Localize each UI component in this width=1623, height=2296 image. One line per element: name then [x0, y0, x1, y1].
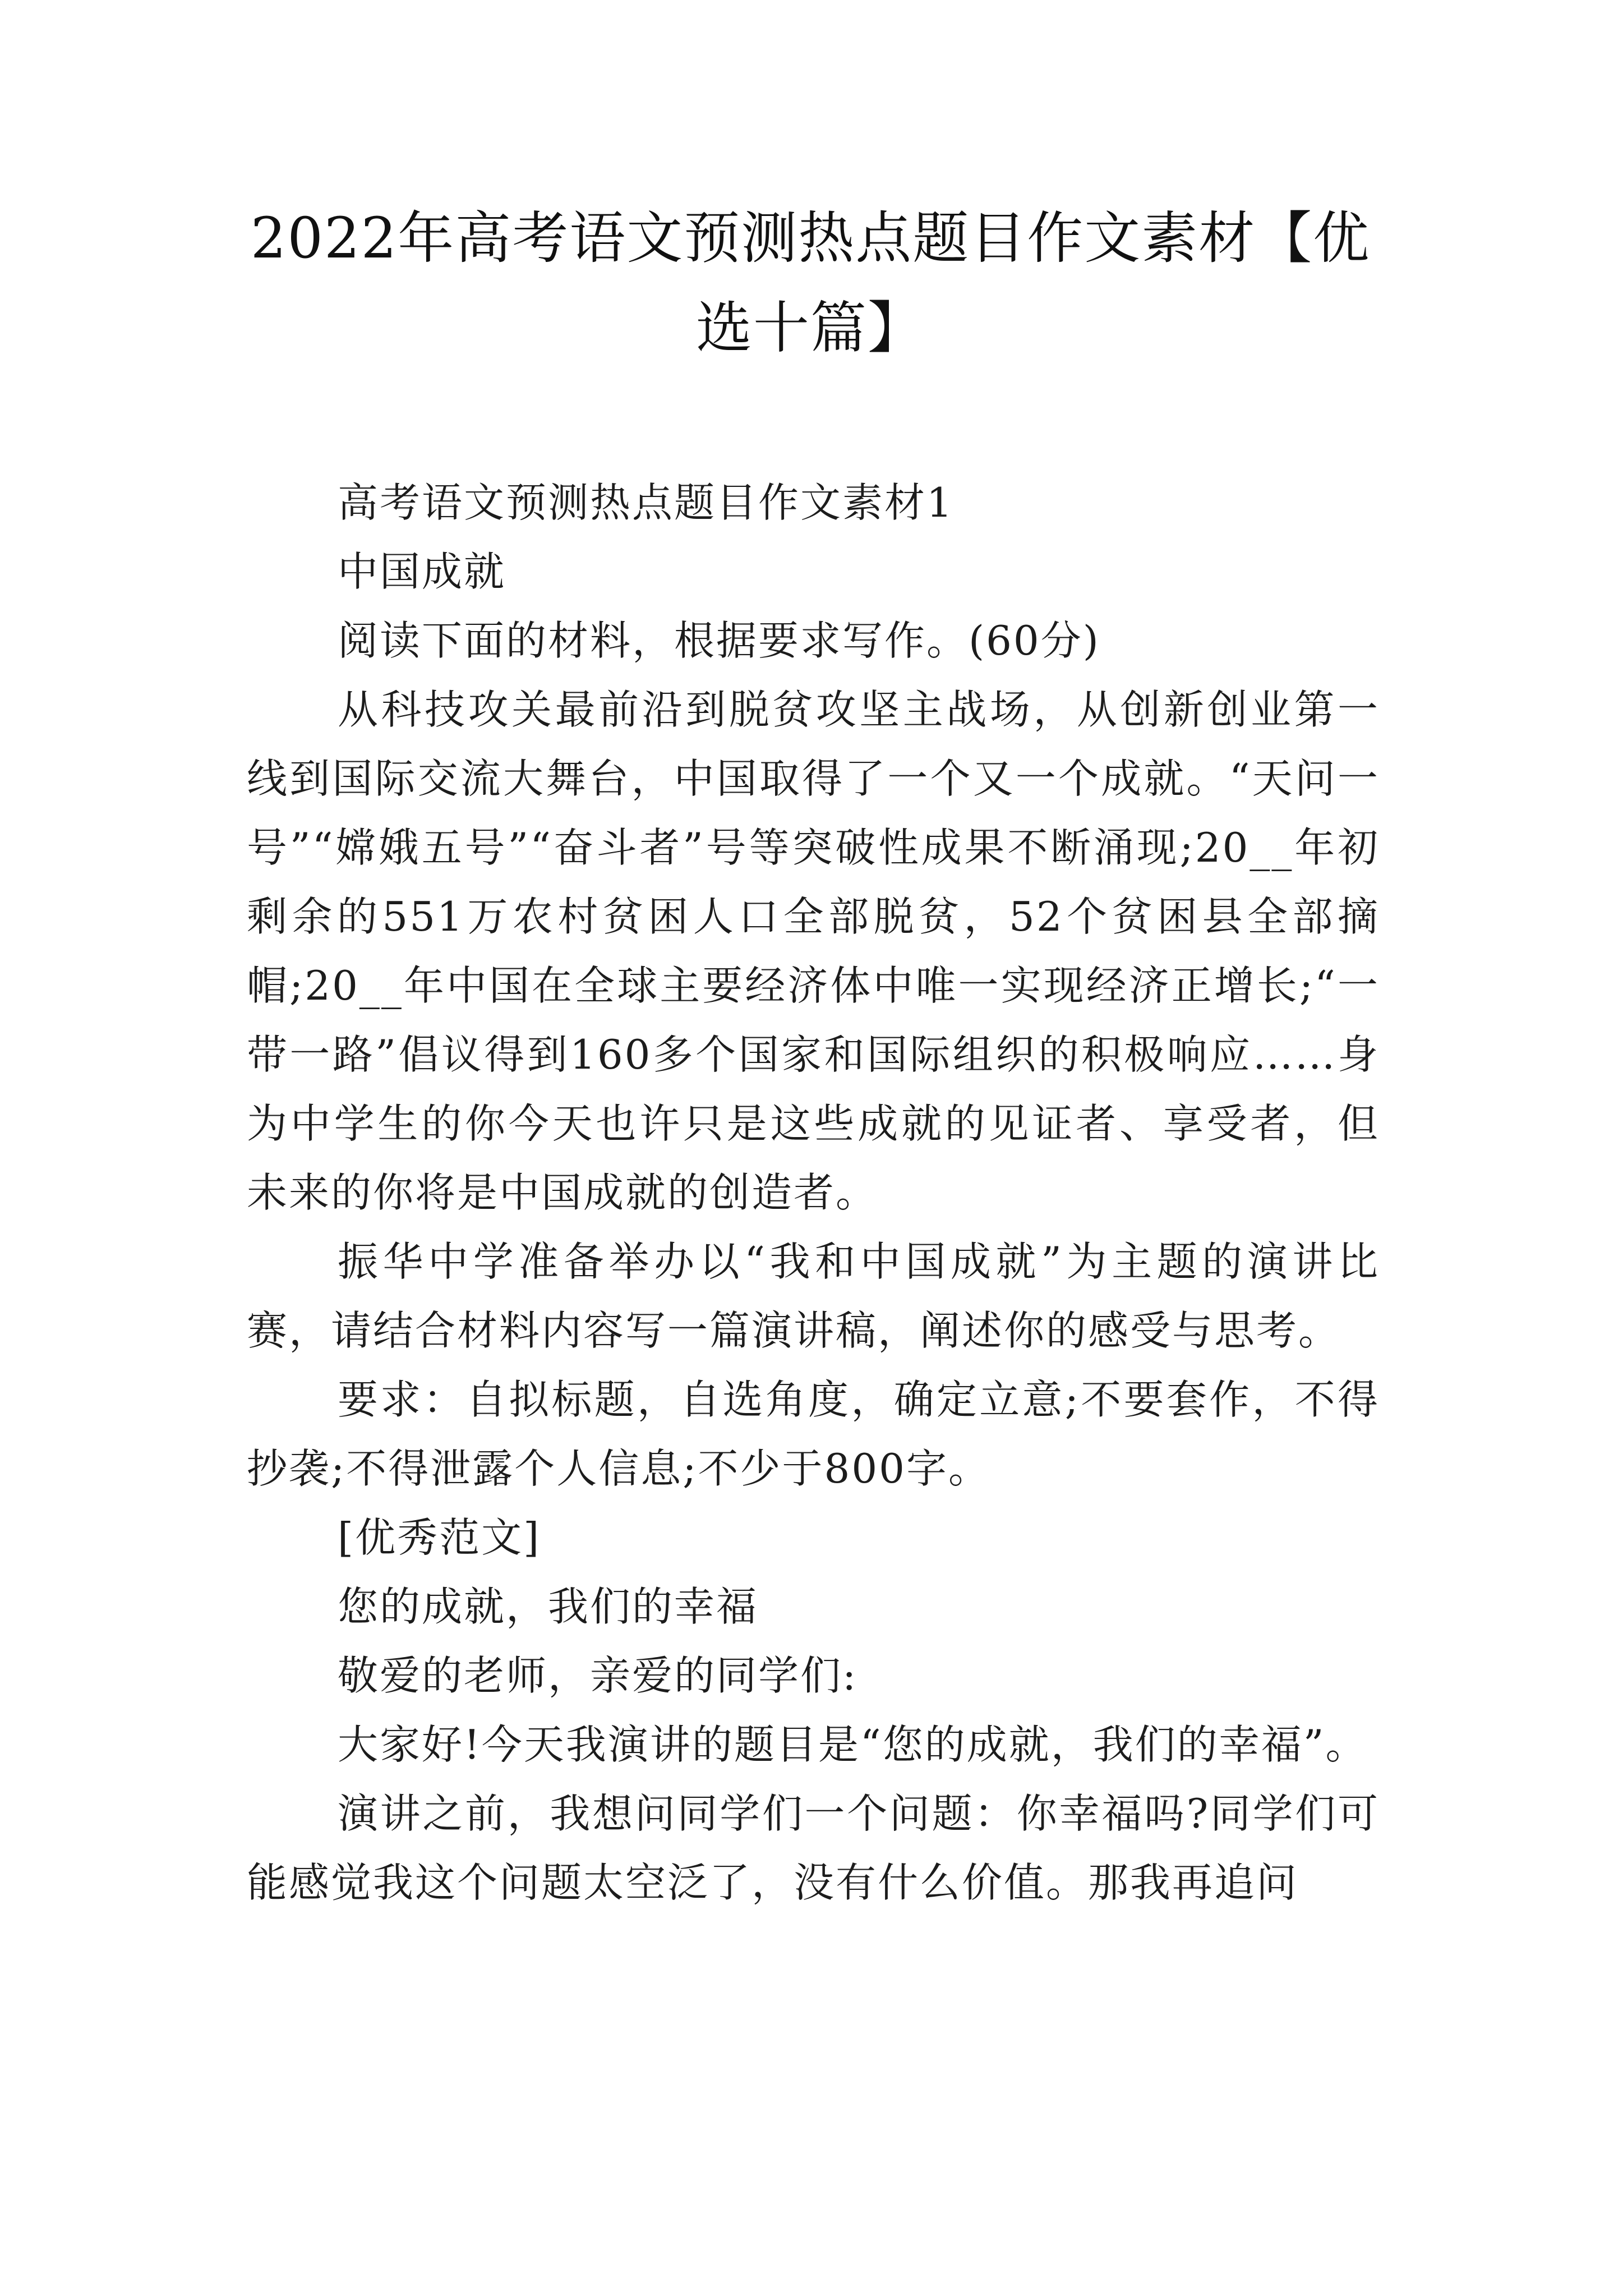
requirements-paragraph: 要求：自拟标题，自选角度，确定立意;不要套作，不得抄袭;不得泄露个人信息;不少于800字。 [247, 1376, 1380, 1492]
instruction-paragraph: 阅读下面的材料，根据要求写作。(60分) [338, 617, 1100, 664]
document-body [247, 468, 1380, 1917]
sample-essay-label: [优秀范文] [338, 1514, 541, 1561]
essay-body-paragraph: 演讲之前，我想问同学们一个问题：你幸福吗?同学们可能感觉我这个问题太空泛了，没有什么价值。那我再追问 [247, 1790, 1380, 1906]
essay-opening: 大家好!今天我演讲的题目是“您的成就，我们的幸福”。 [338, 1721, 1368, 1768]
section-heading: 高考语文预测热点题目作文素材1 [338, 479, 954, 526]
essay-title: 您的成就，我们的幸福 [338, 1583, 759, 1630]
topic-heading: 中国成就 [338, 548, 506, 595]
document-title: 2022年高考语文预测热点题目作文素材【优 选十篇】 [250, 205, 1371, 361]
material-paragraph: 从科技攻关最前沿到脱贫攻坚主战场，从创新创业第一线到国际交流大舞台，中国取得了一个又一个成就。“天问一号”“嫦娥五号”“奋斗者”号等突破性成果不断涌现;20__年初剩余的551万农村贫困人口全部脱贫，52个贫困县全部摘帽;20__年中国在全球主要经济体中唯一实现经济正增长;“一带一路”倡议得到160多个国家和国际组织的积极响应……身为中学生的你今天也许只是这些成就的见证者、享受者，但未来的你将是中国成就的创造者。 [247, 686, 1380, 1216]
essay-salutation: 敬爱的老师，亲爱的同学们: [338, 1652, 858, 1699]
task-paragraph: 振华中学准备举办以“我和中国成就”为主题的演讲比赛，请结合材料内容写一篇演讲稿，阐述你的感受与思考。 [247, 1238, 1380, 1354]
